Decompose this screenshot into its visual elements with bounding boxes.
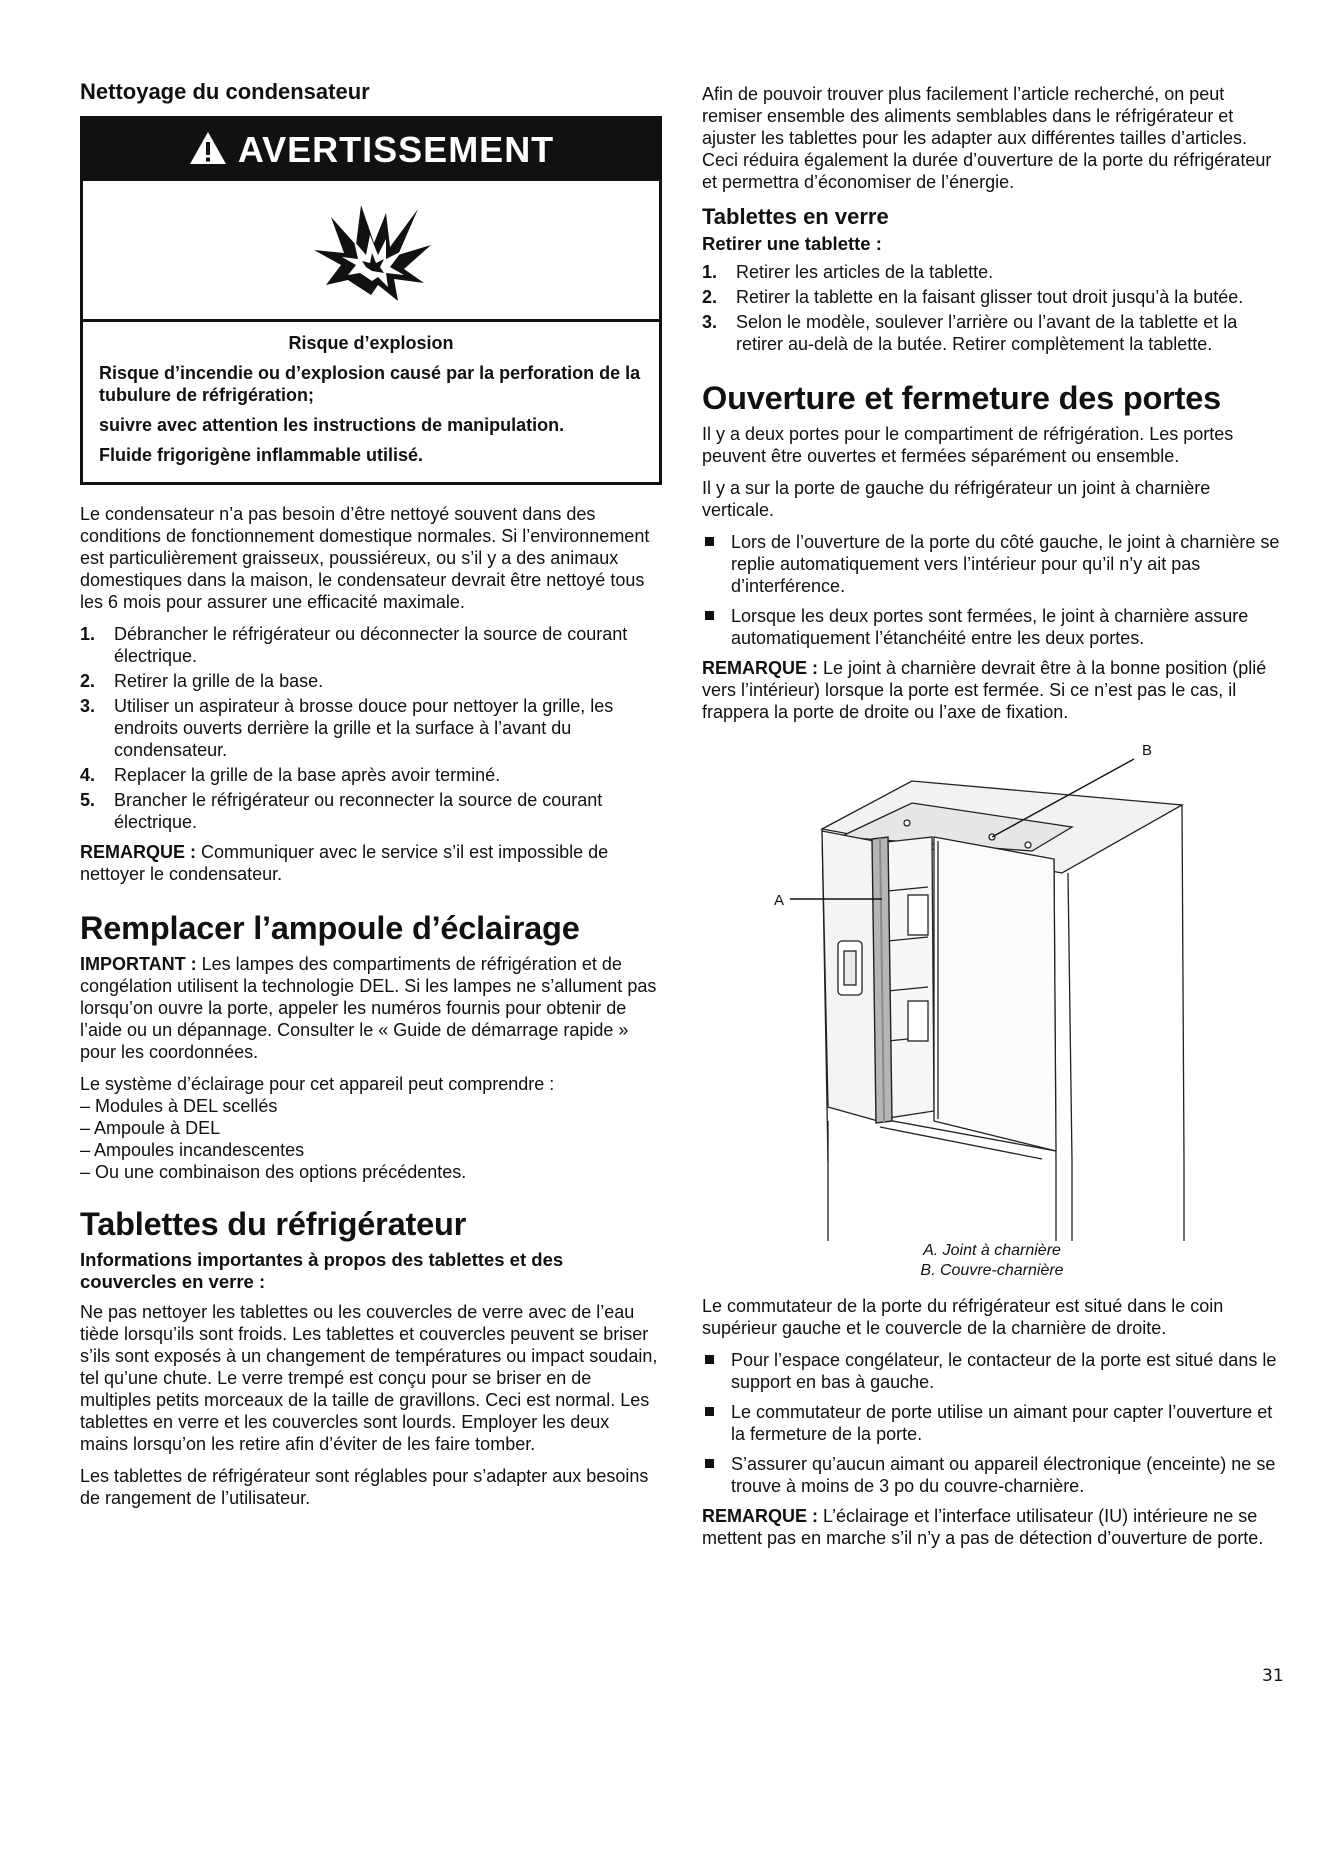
step-number: 1. bbox=[702, 262, 718, 282]
step-text: Replacer la grille de la base après avoir terminé. bbox=[114, 765, 501, 785]
condenser-heading: Nettoyage du condensateur bbox=[80, 79, 370, 104]
bulb-important bbox=[80, 953, 662, 1063]
shelves-intro: Afin de pouvoir trouver plus facilement l’article recherché, on peut remiser ensemble des aliments semblables dans le réfrigérateur et ajuster les tablettes pour les adapter aux différentes tailles d’articles. Ceci réduira également la durée d’ouverture de la porte du réfrigérateur et permettra d’économiser de l’énergie. bbox=[702, 84, 1272, 192]
note-text: Communiquer avec le service s’il est impossible de nettoyer le condensateur. bbox=[80, 842, 609, 884]
list-item bbox=[702, 1349, 1282, 1393]
label-a: A bbox=[774, 892, 785, 909]
doors-paragraph-1: Il y a deux portes pour le compartiment de réfrigération. Les portes peuvent être ouvertes et fermées séparément ou ensemble. bbox=[702, 424, 1234, 466]
note-label: REMARQUE : bbox=[702, 658, 818, 678]
bullet-text: Lorsque les deux portes sont fermées, le joint à charnière assure automatiquement l’étanchéité entre les deux portes. bbox=[731, 606, 1249, 648]
warning-box bbox=[80, 116, 662, 485]
doors-note bbox=[702, 657, 1282, 723]
warning-risk-title: Risque d’explosion bbox=[288, 333, 454, 353]
important-text: Les lampes des compartiments de réfrigération et de congélation utilisent la technologie DEL. Si les lampes ne s’allument pas lorsqu’on ouvre la porte, appeler les numéros fournis pour obtenir de l’aide ou un dépannage. Consulter le « Guide de démarrage rapide » pour les coordonnées. bbox=[80, 954, 657, 1062]
bullet-square-icon bbox=[705, 537, 714, 546]
note-text: L’éclairage et l’interface utilisateur (IU) intérieure ne se mettent pas en marche s’il n’y a pas de détection d’ouverture de porte. bbox=[702, 1506, 1264, 1548]
step-number: 3. bbox=[80, 696, 96, 716]
list-item bbox=[702, 311, 1282, 355]
list-item bbox=[702, 605, 1282, 649]
list-item bbox=[702, 261, 1282, 283]
condenser-intro: Le condensateur n’a pas besoin d’être nettoyé souvent dans des conditions de fonctionnement domestique normales. Si l’environnement est particulièrement graisseux, poussiéreux, ou s’il y a des animaux domestiques dans la maison, le condensateur devrait être nettoyé tous les 6 mois pour assurer une efficacité maximale. bbox=[80, 504, 650, 612]
warning-line-1: Risque d’incendie ou d’explosion causé par la perforation de la tubulure de réfrigération; bbox=[99, 363, 641, 405]
bullet-square-icon bbox=[705, 611, 714, 620]
step-text: Retirer les articles de la tablette. bbox=[736, 262, 994, 282]
warning-header bbox=[83, 119, 659, 181]
switch-bullets bbox=[702, 1349, 1282, 1497]
step-text: Selon le modèle, soulever l’arrière ou l’avant de la tablette et la retirer au-delà de la butée. Retirer complètement la tablette. bbox=[736, 312, 1238, 354]
refrigerator-illustration bbox=[702, 741, 1282, 1241]
list-item bbox=[80, 764, 662, 786]
list-item: – Ampoule à DEL bbox=[80, 1118, 221, 1138]
list-item bbox=[80, 789, 662, 833]
bulb-system: Le système d’éclairage pour cet appareil peut comprendre : bbox=[80, 1074, 555, 1094]
note-text: Le joint à charnière devrait être à la bonne position (plié vers l’intérieur) lorsque la porte est fermée. Si ce n’est pas le cas, il frappera la porte de droite ou l’axe de fixation. bbox=[702, 658, 1267, 722]
warning-triangle-icon bbox=[188, 130, 228, 171]
left-column bbox=[80, 78, 662, 1519]
page-number: 31 bbox=[1262, 1666, 1284, 1686]
doors-paragraph-2: Il y a sur la porte de gauche du réfrigérateur un joint à charnière verticale. bbox=[702, 478, 1211, 520]
shelves-info-heading: Informations importantes à propos des tablettes et des couvercles en verre : bbox=[80, 1249, 564, 1292]
step-number: 2. bbox=[702, 287, 718, 307]
bulb-options bbox=[80, 1095, 662, 1183]
shelves-heading: Tablettes du réfrigérateur bbox=[80, 1206, 467, 1242]
list-item bbox=[702, 286, 1282, 308]
switch-note bbox=[702, 1505, 1282, 1549]
caption-b: B. Couvre-charnière bbox=[920, 1262, 1064, 1279]
condenser-note bbox=[80, 841, 662, 885]
right-column bbox=[702, 83, 1282, 1559]
figure-caption bbox=[702, 1241, 1282, 1281]
warning-line-2: suivre avec attention les instructions de manipulation. bbox=[99, 415, 565, 435]
bullet-square-icon bbox=[705, 1459, 714, 1468]
step-text: Utiliser un aspirateur à brosse douce pour nettoyer la grille, les endroits ouverts derrière la grille et la surface à l’avant du condensateur. bbox=[114, 696, 614, 760]
list-item: – Modules à DEL scellés bbox=[80, 1096, 278, 1116]
hinge-seal-figure bbox=[702, 741, 1282, 1241]
bulb-heading: Remplacer l’ampoule d’éclairage bbox=[80, 910, 580, 946]
step-number: 5. bbox=[80, 790, 96, 810]
bullet-text: S’assurer qu’aucun aimant ou appareil électronique (enceinte) ne se trouve à moins de 3 po du couvre-charnière. bbox=[731, 1454, 1276, 1496]
bullet-square-icon bbox=[705, 1355, 714, 1364]
glass-shelves-heading: Tablettes en verre bbox=[702, 204, 889, 229]
list-item bbox=[80, 670, 662, 692]
step-number: 3. bbox=[702, 312, 718, 332]
shelves-paragraph-1: Ne pas nettoyer les tablettes ou les couvercles de verre avec de l’eau tiède lorsqu’ils sont froids. Les tablettes et couvercles peuvent se briser s’ils sont exposés à un changement de températures ou impact soudain, tel qu’une chute. Le verre trempé est conçu pour se briser en de multiples petits morceaux de la taille de gravillons. Ceci est normal. Les tablettes en verre et les couvercles sont lourds. Employer les deux mains lorsqu’on les retire afin d’éviter de les faire tomber. bbox=[80, 1302, 658, 1454]
explosion-icon bbox=[83, 181, 659, 322]
step-text: Brancher le réfrigérateur ou reconnecter la source de courant électrique. bbox=[114, 790, 603, 832]
note-label: REMARQUE : bbox=[702, 1506, 818, 1526]
warning-title: AVERTISSEMENT bbox=[237, 129, 555, 170]
remove-shelf-steps bbox=[702, 261, 1282, 355]
bullet-text: Lors de l’ouverture de la porte du côté gauche, le joint à charnière se replie automatiquement vers l’intérieur pour qu’il n’y ait pas d’interférence. bbox=[731, 532, 1280, 596]
note-label: REMARQUE : bbox=[80, 842, 196, 862]
doors-bullets bbox=[702, 531, 1282, 649]
list-item bbox=[702, 1401, 1282, 1445]
step-text: Débrancher le réfrigérateur ou déconnecter la source de courant électrique. bbox=[114, 624, 628, 666]
step-text: Retirer la tablette en la faisant glisser tout droit jusqu’à la butée. bbox=[736, 287, 1244, 307]
list-item: – Ou une combinaison des options précédentes. bbox=[80, 1162, 467, 1182]
caption-a: A. Joint à charnière bbox=[923, 1242, 1061, 1259]
step-number: 2. bbox=[80, 671, 96, 691]
bullet-text: Le commutateur de porte utilise un aimant pour capter l’ouverture et la fermeture de la porte. bbox=[731, 1402, 1273, 1444]
remove-shelf-heading: Retirer une tablette : bbox=[702, 233, 882, 254]
list-item: – Ampoules incandescentes bbox=[80, 1140, 305, 1160]
list-item bbox=[702, 1453, 1282, 1497]
warning-body bbox=[83, 322, 659, 482]
list-item bbox=[80, 623, 662, 667]
bullet-square-icon bbox=[705, 1407, 714, 1416]
warning-line-3: Fluide frigorigène inflammable utilisé. bbox=[99, 445, 424, 465]
step-number: 1. bbox=[80, 624, 96, 644]
switch-paragraph: Le commutateur de la porte du réfrigérateur est situé dans le coin supérieur gauche et le couvercle de la charnière de droite. bbox=[702, 1296, 1224, 1338]
shelves-paragraph-2: Les tablettes de réfrigérateur sont réglables pour s’adapter aux besoins de rangement de l’utilisateur. bbox=[80, 1466, 649, 1508]
bullet-text: Pour l’espace congélateur, le contacteur de la porte est situé dans le support en bas à gauche. bbox=[731, 1350, 1277, 1392]
list-item bbox=[80, 695, 662, 761]
step-number: 4. bbox=[80, 765, 96, 785]
label-b: B bbox=[1142, 742, 1153, 759]
list-item bbox=[702, 531, 1282, 597]
condenser-steps bbox=[80, 623, 662, 833]
step-text: Retirer la grille de la base. bbox=[114, 671, 324, 691]
important-label: IMPORTANT : bbox=[80, 954, 197, 974]
doors-heading: Ouverture et fermeture des portes bbox=[702, 380, 1221, 416]
